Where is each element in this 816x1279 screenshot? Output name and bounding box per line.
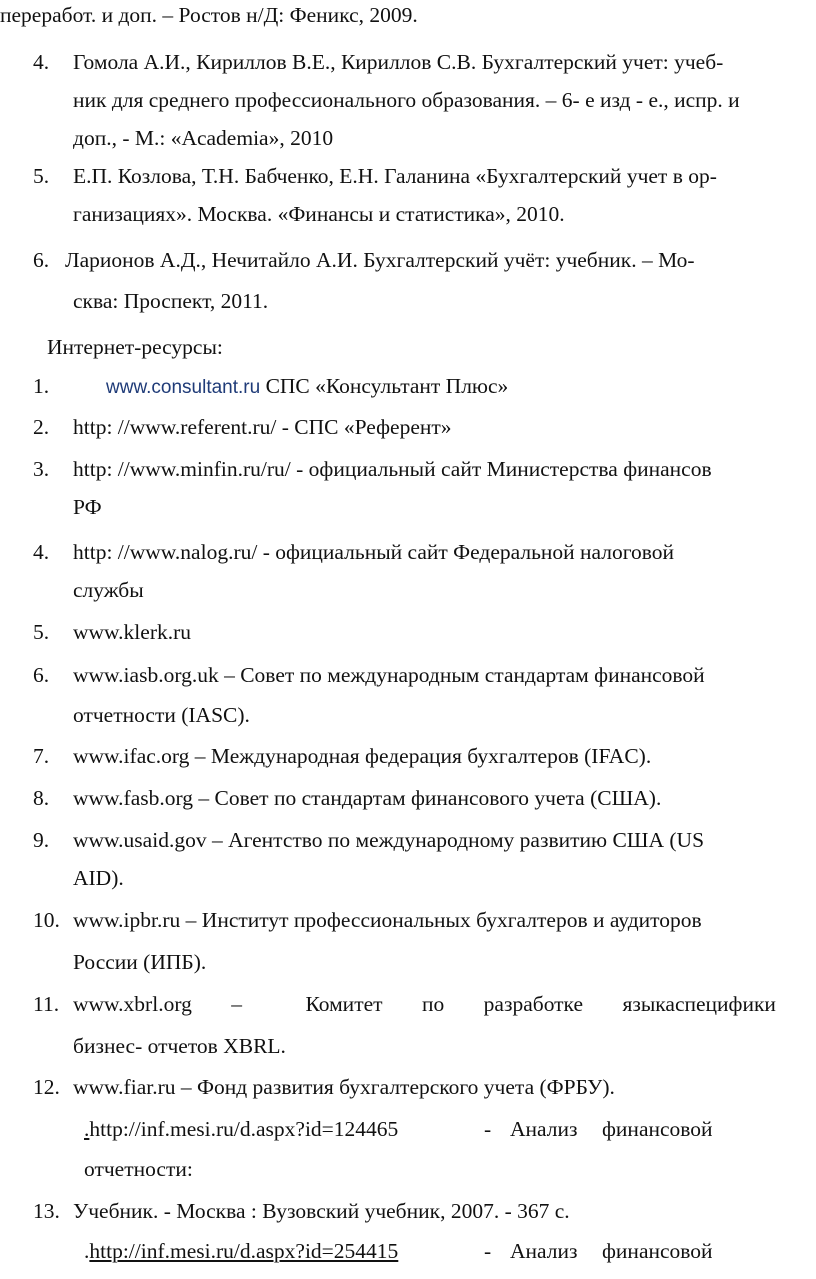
mesi-link-254415[interactable]: http://inf.mesi.ru/d.aspx?id=254415	[89, 1239, 399, 1263]
document-page: переработ. и доп. – Ростов н/Д: Феникс, 2009. 4. Гомола А.И., Кириллов В.Е., Кириллов С.В. Бухгалтерский учет: учеб- ник для среднего профессионального образования. – 6- е изд - е., испр. и доп., - М.: «Academia», 2010 5. Е.П. Козлова, Т.Н. Бабченко, Е.Н. Галанина «Бухгалтерский учет в ор- ганизациях». Москва. «Финансы и статистика», 2010. 6. Ларионов А.Д., Нечитайло А.И. Бухгалтерский учёт: учебник. – Мо- сква: Проспект, 2011. Интернет-ресурсы: 1. www.consultant.ru СПС «Консультант Плюс» 2. http: //www.referent.ru/ - СПС «Референт» 3. http: //www.minfin.ru/ru/ - официальный сайт Министерства финансов РФ 4. http: //www.nalog.ru/ - официальный сайт Федеральной налоговой службы 5. www.klerk.ru 6. www.iasb.org.uk – Совет по международным стандартам финансовой отчетности (IASC). 7. www.ifac.org – Международная федерация бухгалтеров (IFAC). 8. www.fasb.org – Совет по стандартам финансового учета (США). 9. www.usaid.gov – Агентство по международному развитию США (US AID). 10. www.ipbr.ru – Институт профессиональных бухгалтеров и аудиторов России (ИПБ). 11. www.xbrl.org – Комитет по разработке языкаспецифики бизнес- отчетов XBRL. 12. www.fiar.ru – Фонд развития бухгалтерского учета (ФРБУ). .http://inf.mesi.ru/d.aspx?id=124465 - Анализ финансовой отчетности: 13. Учебник. - Москва : Вузовский учебник, 2007. - 367 с. .http://inf.mesi.ru/d.aspx?id=254415 - Анализ финансовой	[0, 3, 776, 1263]
consultant-link[interactable]: www.consultant.ru	[106, 377, 261, 398]
mesi-link-124465[interactable]: http://inf.mesi.ru/d.aspx?id=124465	[89, 1117, 399, 1141]
